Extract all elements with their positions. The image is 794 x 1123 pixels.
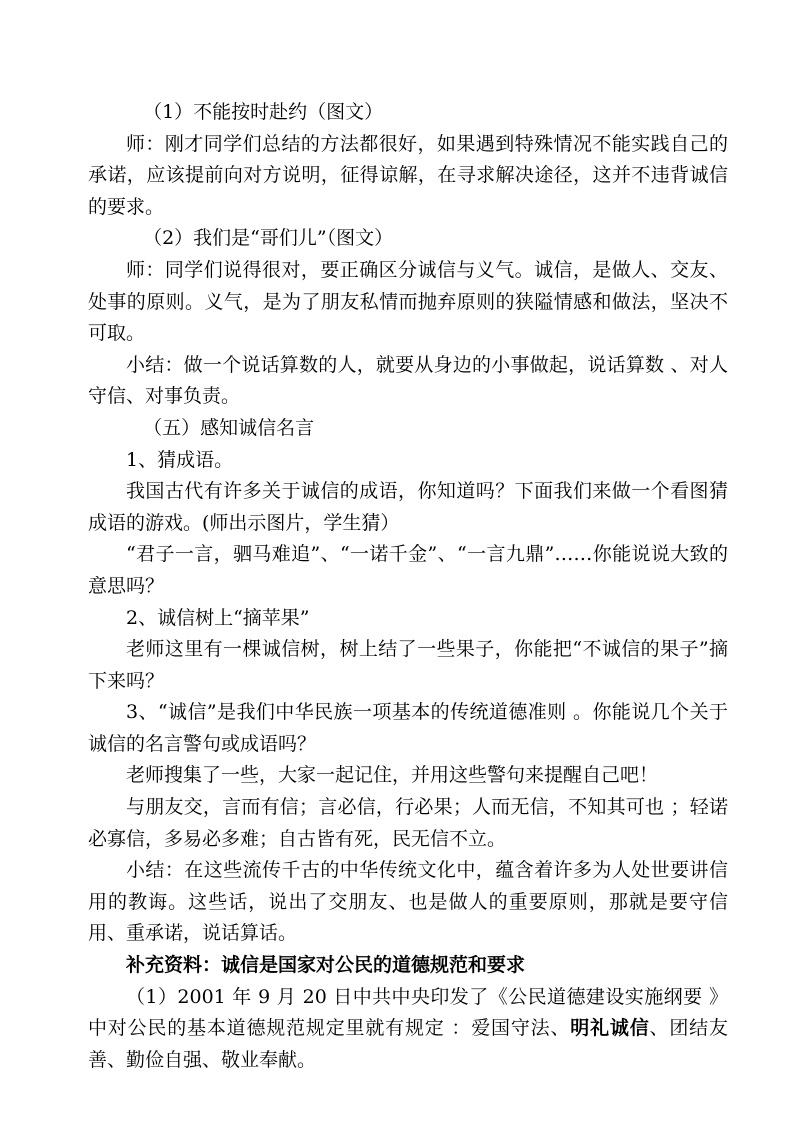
apple-tree-paragraph: 老师这里有一棵诚信树，树上结了一些果子，你能把“不诚信的果子”摘下来吗？ bbox=[88, 638, 728, 692]
document-body bbox=[88, 97, 728, 1076]
supplementary-text-start: （1）2001 年 9 月 20 日中共中央印发了《公民道德建设实施纲要 》中对公民的基本道德规范规定里就有规定 ：爱国守法、 bbox=[88, 985, 728, 1040]
item-pick-apples: 2、诚信树上“摘苹果” bbox=[126, 606, 310, 629]
summary-paragraph-1: 小结：做一个说话算数的人，就要从身边的小事做起，说话算数 、对人守信、对事负责。 bbox=[88, 353, 728, 408]
supplementary-text-end: 、团结友善、勤俭自强、敬业奉献。 bbox=[88, 1017, 728, 1071]
supplementary-heading: 补充资料：诚信是国家对公民的道德规范和要求 bbox=[126, 954, 526, 977]
supplementary-paragraph-1 bbox=[88, 982, 728, 1077]
item-traditional-morals: 3、“诚信”是我们中华民族一项基本的传统道德准则 。你能说几个关于诚信的名言警句或成语吗？ bbox=[88, 701, 728, 755]
section-heading-quotes: （五）感知诚信名言 bbox=[143, 416, 315, 439]
teacher-paragraph-1: 师：刚才同学们总结的方法都很好，如果遇到特殊情况不能实践自己的承诺，应该提前向对方说明，征得谅解，在寻求解决途径，这并不违背诚信的要求。 bbox=[88, 132, 728, 218]
section-heading-buddies: （2）我们是“哥们儿”（图文） bbox=[143, 227, 394, 250]
quotes-paragraph: 与朋友交，言而有信；言必信，行必果；人而无信，不知其可也 ；轻诺必寡信，多易必多难；自古皆有死，民无信不立。 bbox=[88, 796, 728, 850]
teacher-collected-paragraph: 老师搜集了一些，大家一起记住，并用这些警句来提醒自己吧！ bbox=[126, 764, 659, 787]
item-guess-idioms: 1、猜成语。 bbox=[126, 448, 234, 471]
idiom-examples-paragraph: “君子一言，驷马难追”、“一诺千金”、“一言九鼎”……你能说说大致的意思吗？ bbox=[88, 543, 728, 597]
idiom-game-paragraph: 我国古代有许多关于诚信的成语，你知道吗？下面我们来做一个看图猜成语的游戏。(师出示图片，学生猜） bbox=[88, 480, 728, 534]
summary-paragraph-2: 小结：在这些流传千古的中华传统文化中，蕴含着许多为人处世要讲信用的教诲。这些话，说出了交朋友、也是做人的重要原则，那就是要守信用、重承诺，说话算话。 bbox=[88, 859, 728, 945]
section-heading-not-on-time: （1）不能按时赴约（图文） bbox=[143, 101, 384, 123]
emphasis-mingli-chengxin: 明礼诚信 bbox=[570, 1017, 650, 1040]
teacher-paragraph-2: 师：同学们说得很对，要正确区分诚信与义气。诚信，是做人、交友、处事的原则。义气，是为了朋友私情而抛弃原则的狭隘情感和做法，坚决不可取。 bbox=[88, 258, 728, 345]
